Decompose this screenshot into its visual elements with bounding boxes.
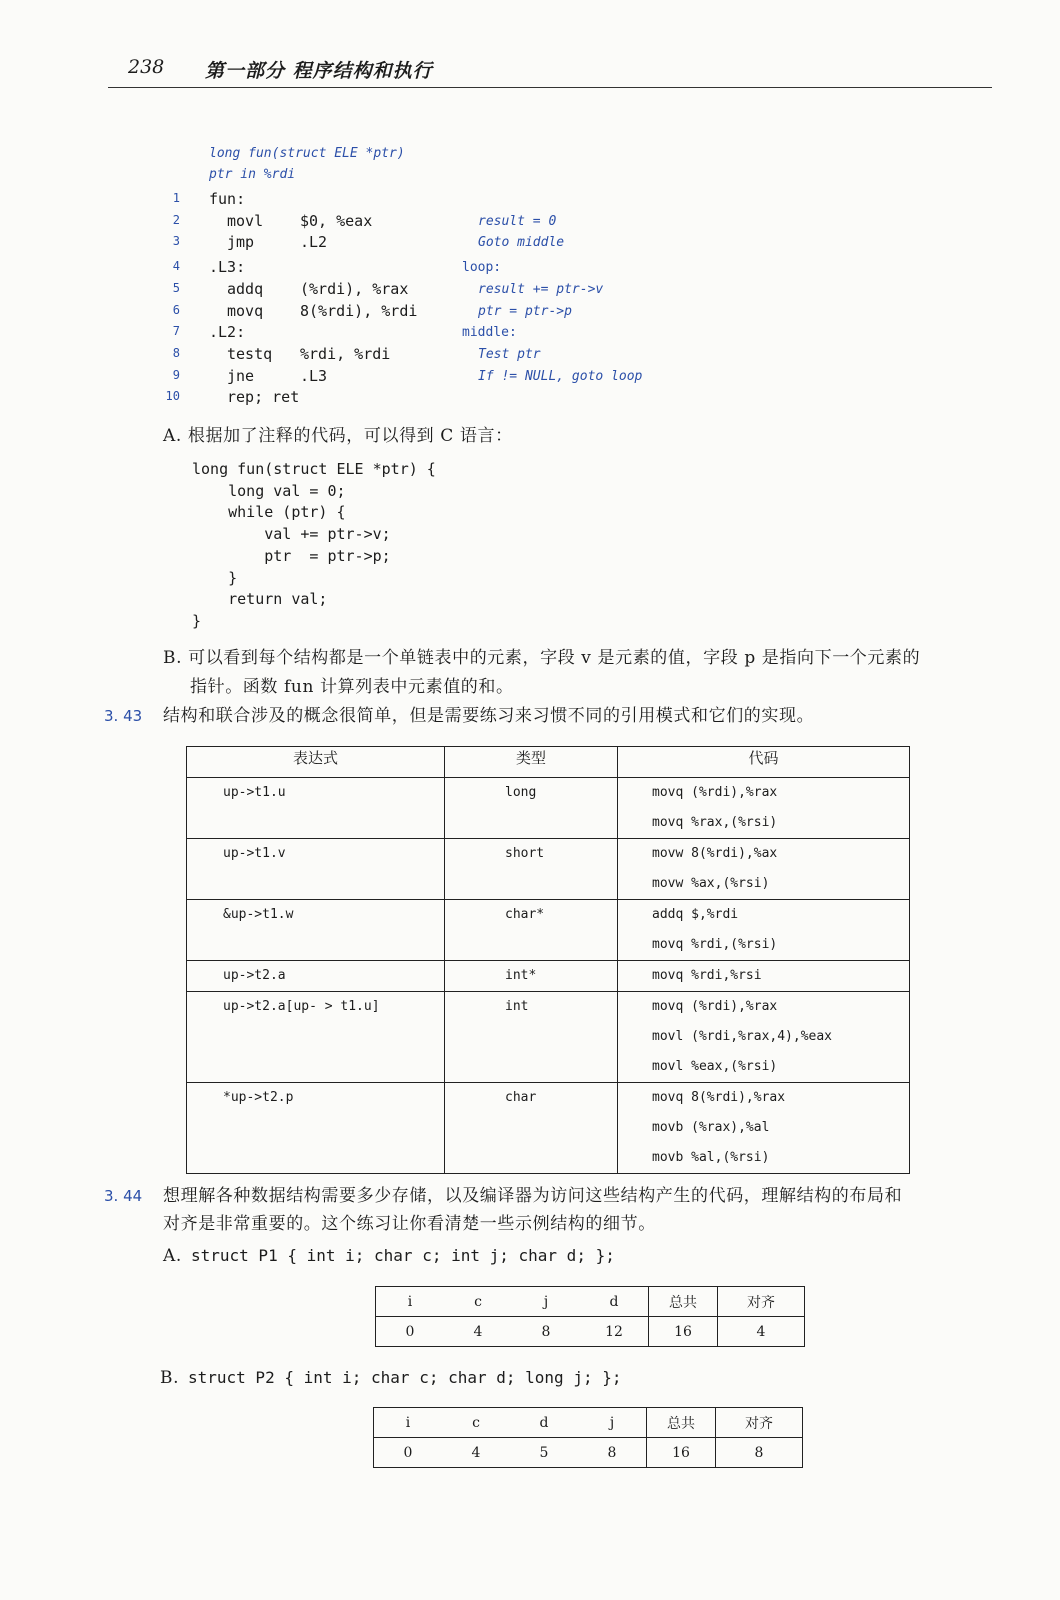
asm-comment: result = 0 xyxy=(478,214,557,229)
expression-cell: up->t1.u xyxy=(223,785,286,800)
code-line: addq $,%rdi xyxy=(652,907,739,922)
type-cell: long xyxy=(505,785,537,800)
exercise-344-line-2: 对齐是非常重要的。这个练习让你看清楚一些示例结构的细节。 xyxy=(163,1214,656,1234)
code-line: movl %eax,(%rsi) xyxy=(652,1059,778,1074)
column-header: d xyxy=(580,1287,649,1317)
c-code-line: long val = 0; xyxy=(192,482,346,500)
offset-value: 0 xyxy=(405,1323,415,1340)
c-code-line: } xyxy=(192,612,202,630)
type-cell: int xyxy=(505,999,529,1014)
table-row xyxy=(187,778,910,839)
line-number: 1 xyxy=(172,191,180,205)
reference-table xyxy=(186,746,910,1174)
asm-operands: .L2 xyxy=(300,233,328,251)
code-line: movq %rdi,(%rsi) xyxy=(652,937,778,952)
line-number: 10 xyxy=(165,389,180,403)
expression-cell: up->t2.a[up- > t1.u] xyxy=(223,999,380,1014)
asm-operands: (%rdi), %rax xyxy=(300,280,409,298)
part-b-label: B. xyxy=(160,1368,180,1388)
line-number: 7 xyxy=(172,324,180,338)
exercise-number-344: 3. 44 xyxy=(104,1187,143,1205)
header-type: 类型 xyxy=(445,747,618,778)
asm-instruction: jmp xyxy=(227,233,255,251)
expression-cell: *up->t2.p xyxy=(223,1090,294,1105)
type-cell: char xyxy=(505,1090,537,1105)
offset-value: 0 xyxy=(403,1444,413,1461)
code-line: movq (%rdi),%rax xyxy=(652,999,778,1014)
column-header: 对齐 xyxy=(716,1408,803,1438)
line-number: 3 xyxy=(172,234,180,248)
offset-value: 8 xyxy=(607,1444,617,1461)
asm-comment: Test ptr xyxy=(478,347,541,362)
struct-p1-layout-table xyxy=(375,1286,805,1347)
asm-comment: ptr = ptr->p xyxy=(478,304,572,319)
line-number: 9 xyxy=(172,368,180,382)
c-code-line: ptr = ptr->p; xyxy=(192,547,391,565)
type-cell: short xyxy=(505,846,545,861)
expression-cell: &up->t1.w xyxy=(223,907,294,922)
offset-value: 8 xyxy=(541,1323,551,1340)
part-b-struct: struct P2 { int i; char c; char d; long j; }; xyxy=(188,1368,622,1387)
answer-a-text: A. 根据加了注释的代码，可以得到 C 语言： xyxy=(163,426,513,446)
code-line: movl (%rdi,%rax,4),%eax xyxy=(652,1029,833,1044)
asm-label: .L2: xyxy=(209,323,246,341)
offset-value: 4 xyxy=(718,1317,805,1347)
chapter-title: 第一部分 程序结构和执行 xyxy=(205,60,433,82)
column-header: 对齐 xyxy=(718,1287,805,1317)
code-line: movb %al,(%rsi) xyxy=(652,1150,770,1165)
line-number: 8 xyxy=(172,346,180,360)
asm-operands: %rdi, %rdi xyxy=(300,345,391,363)
asm-operands: 8(%rdi), %rdi xyxy=(300,302,418,320)
code-line: movw 8(%rdi),%ax xyxy=(652,846,778,861)
exercise-343-text: 结构和联合涉及的概念很简单，但是需要练习来习惯不同的引用模式和它们的实现。 xyxy=(163,706,815,726)
part-a-label: A. xyxy=(163,1246,182,1266)
column-header: c xyxy=(444,1287,512,1317)
expression-cell: up->t2.a xyxy=(223,968,286,983)
code-line: movw %ax,(%rsi) xyxy=(652,876,770,891)
c-code-line: long fun(struct ELE *ptr) { xyxy=(192,460,436,478)
answer-b-line-2: 指针。函数 fun 计算列表中元素值的和。 xyxy=(190,677,514,697)
column-header: 总共 xyxy=(647,1408,716,1438)
column-header: d xyxy=(510,1408,578,1438)
code-line: movq 8(%rdi),%rax xyxy=(652,1090,786,1105)
asm-instruction: addq xyxy=(227,280,264,298)
code-line: movq %rdi,%rsi xyxy=(652,968,762,983)
offset-value: 4 xyxy=(471,1444,481,1461)
offset-value: 5 xyxy=(539,1444,549,1461)
struct-p2-layout-table xyxy=(373,1407,803,1468)
asm-operands: .L3 xyxy=(300,367,328,385)
type-cell: char* xyxy=(505,907,545,922)
column-header: c xyxy=(442,1408,510,1438)
code-line: movb (%rax),%al xyxy=(652,1120,770,1135)
line-number: 6 xyxy=(172,303,180,317)
asm-comment: loop: xyxy=(462,260,502,275)
line-number: 5 xyxy=(172,281,180,295)
listing-comment-register: ptr in %rdi xyxy=(209,167,296,182)
asm-operands: $0, %eax xyxy=(300,212,373,230)
asm-comment: middle: xyxy=(462,325,517,340)
table-row xyxy=(187,900,910,961)
asm-instruction: rep; ret xyxy=(227,388,300,406)
offset-value: 12 xyxy=(605,1323,623,1340)
column-header: i xyxy=(376,1287,445,1317)
header-rule xyxy=(108,87,992,88)
part-a-struct: struct P1 { int i; char c; int j; char d; }; xyxy=(191,1246,615,1265)
table-row xyxy=(187,961,910,992)
asm-instruction: testq xyxy=(227,345,273,363)
column-header: j xyxy=(578,1408,647,1438)
c-code-line: while (ptr) { xyxy=(192,503,346,521)
asm-comment: If != NULL, goto loop xyxy=(478,369,643,384)
c-code-line: } xyxy=(192,569,238,587)
asm-comment: result += ptr->v xyxy=(478,282,604,297)
column-header: i xyxy=(374,1408,443,1438)
expression-cell: up->t1.v xyxy=(223,846,286,861)
exercise-344-line-1: 想理解各种数据结构需要多少存储，以及编译器为访问这些结构产生的代码，理解结构的布局和 xyxy=(163,1186,903,1206)
table-row xyxy=(187,839,910,900)
asm-instruction: jne xyxy=(227,367,255,385)
answer-b-line-1: B. 可以看到每个结构都是一个单链表中的元素，字段 v 是元素的值，字段 p 是指向下一个元素的 xyxy=(163,648,921,668)
asm-comment: Goto middle xyxy=(478,235,565,250)
offset-value: 4 xyxy=(473,1323,483,1340)
asm-instruction: movl xyxy=(227,212,264,230)
column-header: j xyxy=(512,1287,580,1317)
line-number: 4 xyxy=(172,259,180,273)
code-line: movq (%rdi),%rax xyxy=(652,785,778,800)
type-cell: int* xyxy=(505,968,537,983)
c-code-line: return val; xyxy=(192,590,328,608)
offset-value: 8 xyxy=(716,1438,803,1468)
offset-value: 16 xyxy=(647,1438,716,1468)
column-header: 总共 xyxy=(649,1287,718,1317)
asm-label: fun: xyxy=(209,190,246,208)
table-row xyxy=(187,1083,910,1174)
page-number: 238 xyxy=(128,56,165,78)
table-row xyxy=(187,992,910,1083)
offset-value: 16 xyxy=(649,1317,718,1347)
listing-comment-signature: long fun(struct ELE *ptr) xyxy=(209,146,405,161)
asm-label: .L3: xyxy=(209,258,246,276)
line-number: 2 xyxy=(172,213,180,227)
header-code: 代码 xyxy=(618,747,910,778)
code-line: movq %rax,(%rsi) xyxy=(652,815,778,830)
exercise-number-343: 3. 43 xyxy=(104,707,143,725)
header-expression: 表达式 xyxy=(187,747,445,778)
c-code-line: val += ptr->v; xyxy=(192,525,391,543)
asm-instruction: movq xyxy=(227,302,264,320)
